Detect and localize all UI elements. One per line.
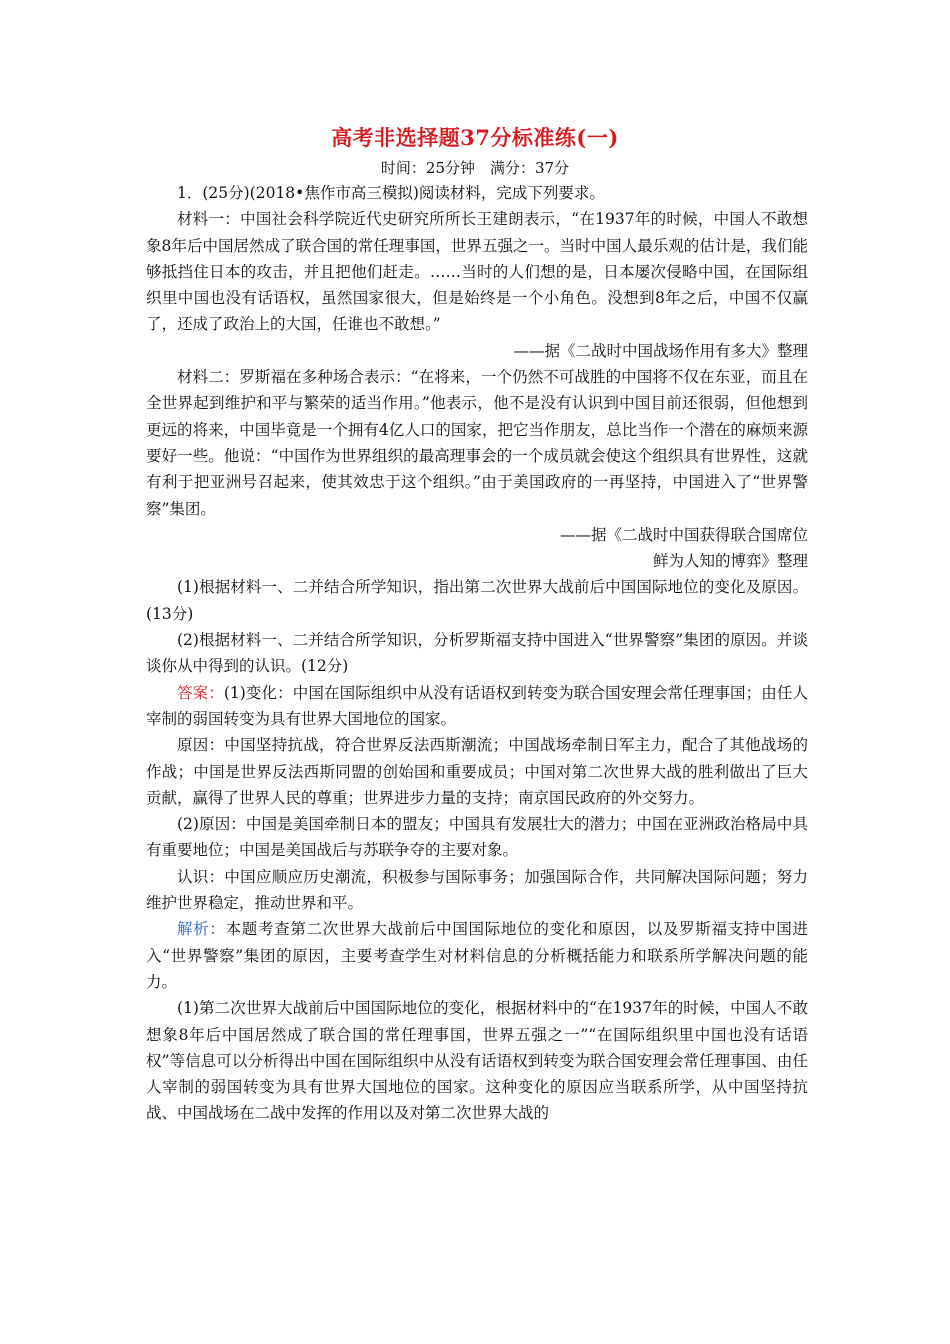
analysis-paragraph-one: (1)第二次世界大战前后中国国际地位的变化，根据材料中的“在1937年的时候，中国人不敢想象8年后中国居然成了联合国的常任理事国，世界五强之一”“在国际组织里中国也没有话语权”等信息可以分析得出中国在国际组织中从没有话语权到转变为联合国安理会常任理事国、由任人宰制的弱国转变为具有世界大国地位的国家。这种变化的原因应当联系所学，从中国坚持抗战、中国战场在二战中发挥的作用以及对第二次世界大战的 — [146, 999, 808, 1123]
analysis-label: 解析： — [177, 920, 226, 939]
document-body — [146, 180, 808, 1127]
answer-change-text: (1)变化：中国在国际组织中从没有话语权到转变为联合国安理会常任理事国；由任人宰制的弱国转变为具有世界大国地位的国家。 — [146, 683, 808, 728]
material-two-source-line1: ——据《二战时中国获得联合国席位 — [559, 525, 808, 544]
answer-reason: 原因：中国坚持抗战，符合世界反法西斯潮流；中国战场牵制日军主力，配合了其他战场的作战；中国是世界反法西斯同盟的创始国和重要成员；中国对第二次世界大战的胜利做出了巨大贡献，赢得了世界人民的尊重；世界进步力量的支持；南京国民政府的外交努力。 — [146, 736, 808, 807]
question-header: 1．(25分)(2018•焦作市高三模拟)阅读材料，完成下列要求。 — [177, 184, 605, 202]
answer-label: 答案： — [177, 683, 224, 702]
time-score-line: 时间：25分钟 满分：37分 — [380, 159, 570, 177]
analysis-intro — [146, 916, 808, 995]
answer-two-reason: (2)原因：中国是美国牵制日本的盟友；中国具有发展壮大的潜力；中国在亚洲政治格局中具有重要地位；中国是美国战后与苏联争夺的主要对象。 — [146, 815, 808, 860]
question-two: (2)根据材料一、二并结合所学知识，分析罗斯福支持中国进入“世界警察”集团的原因。并谈谈你从中得到的认识。(12分) — [146, 631, 808, 676]
material-two-source-line2: 鲜为人知的博弈》整理 — [652, 552, 808, 571]
question-one: (1)根据材料一、二并结合所学知识，指出第二次世界大战前后中国国际地位的变化及原因。(13分) — [146, 578, 808, 623]
material-one-source: ——据《二战时中国战场作用有多大》整理 — [513, 341, 808, 360]
material-two-text: 材料二：罗斯福在多种场合表示：“在将来，一个仍然不可战胜的中国将不仅在东亚，而且在全世界起到维护和平与繁荣的适当作用。”他表示，他不是没有认识到中国目前还很弱，但他想到更远的将来，中国毕竟是一个拥有4亿人口的国家，把它当作朋友，总比当作一个潜在的麻烦来源要好一些。他说：“中国作为世界组织的最高理事会的一个成员就会使这个组织具有世界性，这就有利于把亚洲号召起来，使其效忠于这个组织。”由于美国政府的一再坚持，中国进入了“世界警察”集团。 — [146, 368, 808, 518]
answer-change — [146, 680, 808, 733]
answer-two-view: 认识：中国应顺应历史潮流，积极参与国际事务；加强国际合作，共同解决国际问题；努力维护世界稳定，推动世界和平。 — [146, 867, 808, 913]
analysis-intro-text: 本题考查第二次世界大战前后中国国际地位的变化和原因，以及罗斯福支持中国进入“世界警察”集团的原因，主要考查学生对材料信息的分析概括能力和联系所学解决问题的能力。 — [146, 920, 808, 991]
material-one-text: 材料一：中国社会科学院近代史研究所所长王建朗表示，“在1937年的时候，中国人不敢想象8年后中国居然成了联合国的常任理事国，世界五强之一。当时中国人最乐观的估计是，我们能够抵挡住日本的攻击，并且把他们赶走。……当时的人们想的是，日本屡次侵略中国，在国际组织里中国也没有话语权，虽然国家很大，但是始终是一个小角色。没想到8年之后，中国不仅赢了，还成了政治上的大国，任谁也不敢想。” — [146, 210, 808, 334]
page-title: 高考非选择题37分标准练(一) — [331, 125, 619, 150]
